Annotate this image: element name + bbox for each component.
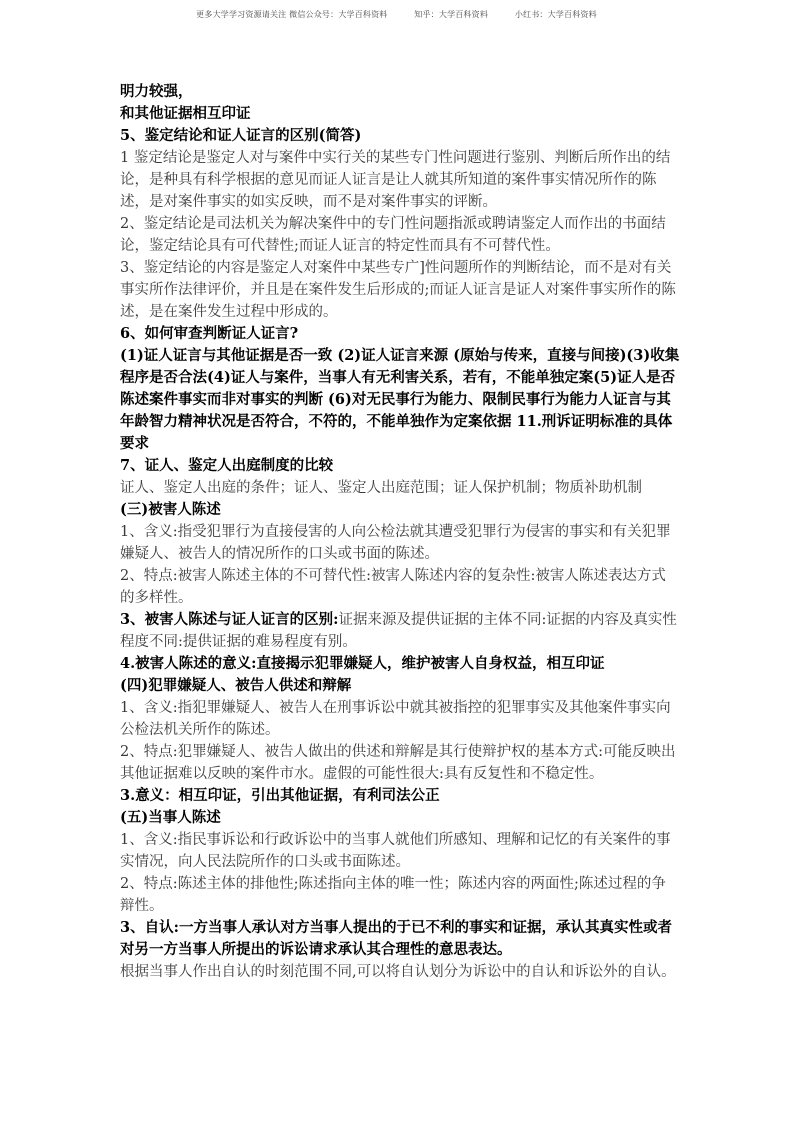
header-zhihu: 知乎：大学百科资料	[414, 10, 489, 19]
section-heading: 7、证人、鉴定人出庭制度的比较	[120, 457, 334, 474]
inline-heading: 3、被害人陈述与证人证言的区别:	[120, 611, 339, 628]
paragraph: 3、鉴定结论的内容是鉴定人对案件中某些专广]性问题所作的判断结论，而不是对有关事实所作法律评价，并且是在案件发生后形成的;而证人证言是证人对案件事实所作的陈述，是在案件发生过程中形成的。	[120, 260, 676, 320]
paragraph: 3、自认:一方当事人承认对方当事人提出的于已不利的事实和证据，承认其真实性或者对另一方当事人所提出的诉讼请求承认其合理性的意思表达。	[120, 919, 672, 958]
inline-text: 证据来源及提供证据的主体不同:证据的内容及真实性程度不同:提供证据的难易程度有别。	[120, 612, 677, 650]
paragraph: 证人、鉴定人出庭的条件；证人、鉴定人出庭范围；证人保护机制；物质补助机制	[120, 480, 642, 496]
section-heading: 5、鉴定结论和证人证言的区别(简答)	[120, 127, 362, 144]
header-wechat: 更多大学学习资源请关注 微信公众号：大学百科资料	[196, 10, 388, 19]
paragraph: 2、鉴定结论是司法机关为解决案件中的专门性问题指派或聘请鉴定人而作出的书面结论，鉴定结论具有可代替性;而证人证言的特定性而具有不可替代性。	[120, 216, 666, 254]
section-heading: (三)被害人陈述	[120, 501, 221, 518]
paragraph: 2、特点:被害人陈述主体的不可替代性:被害人陈述内容的复杂性:被害人陈述表达方式的多样性。	[120, 568, 666, 606]
section-heading: 4.被害人陈述的意义:直接揭示犯罪嫌疑人，维护被害人自身权益，相互印证	[120, 655, 605, 672]
paragraph: 1 鉴定结论是鉴定人对与案件中实行关的某些专门性问题进行鉴别、判断后所作出的结论，是种具有科学根据的意见而证人证言是让人就其所知道的案件事实情况所作的陈述，是对案件事实的如实反映，而不是对案件事实的评断。	[120, 150, 671, 210]
page-header	[0, 9, 793, 20]
section-heading: 3.意义：相互印证，引出其他证据，有利司法公正	[120, 787, 440, 804]
paragraph: 2、特点:犯罪嫌疑人、被告人做出的供述和辩解是其行使辩护权的基本方式:可能反映出其他证据难以反映的案件市水。虚假的可能性很大:具有反复性和不稳定性。	[120, 744, 676, 782]
document-body	[120, 81, 680, 983]
paragraph: 根据当事人作出自认的时刻范围不同,可以将自认划分为诉讼中的自认和诉讼外的自认。	[120, 964, 676, 980]
paragraph: 1、含义:指受犯罪行为直接侵害的人向公检法就其遭受犯罪行为侵害的事实和有关犯罪嫌疑人、被告人的情况所作的口头或书面的陈述。	[120, 524, 671, 562]
paragraph	[120, 609, 680, 653]
paragraph: 1、含义:指犯罪嫌疑人、被告人在刑事诉讼中就其被指控的犯罪事实及其他案件事实向公检法机关所作的陈述。	[120, 700, 671, 738]
paragraph: 2、特点:陈述主体的排他性;陈述指向主体的唯一性；陈述内容的两面性;陈述过程的争辩性。	[120, 876, 666, 914]
paragraph: 1、含义:指民事诉讼和行政诉讼中的当事人就他们所感知、理解和记忆的有关案件的事实情况，向人民法院所作的口头或书面陈述。	[120, 832, 671, 870]
paragraph: (1)证人证言与其他证据是否一致 (2)证人证言来源 (原始与传来，直接与间接)(3)收集程序是否合法(4)证人与案件，当事人有无利害关系，若有，不能单独定案(5)证人是否陈述案件事实而非对事实的判断 (6)对无民事行为能力、限制民事行为能力人证言与其年龄智力精神状况是否符合，不符的，不能单独作为定案依据 11.刑诉证明标准的具体要求	[120, 347, 680, 452]
section-heading: 6、如何审查判断证人证言?	[120, 325, 299, 342]
text-line: 明力较强，	[120, 83, 193, 100]
header-xiaohongshu: 小红书：大学百科资料	[514, 10, 597, 19]
text-line: 和其他证据相互印证	[120, 105, 251, 122]
section-heading: (五)当事人陈述	[120, 809, 221, 826]
section-heading: (四)犯罪嫌疑人、被告人供述和辩解	[120, 677, 352, 694]
